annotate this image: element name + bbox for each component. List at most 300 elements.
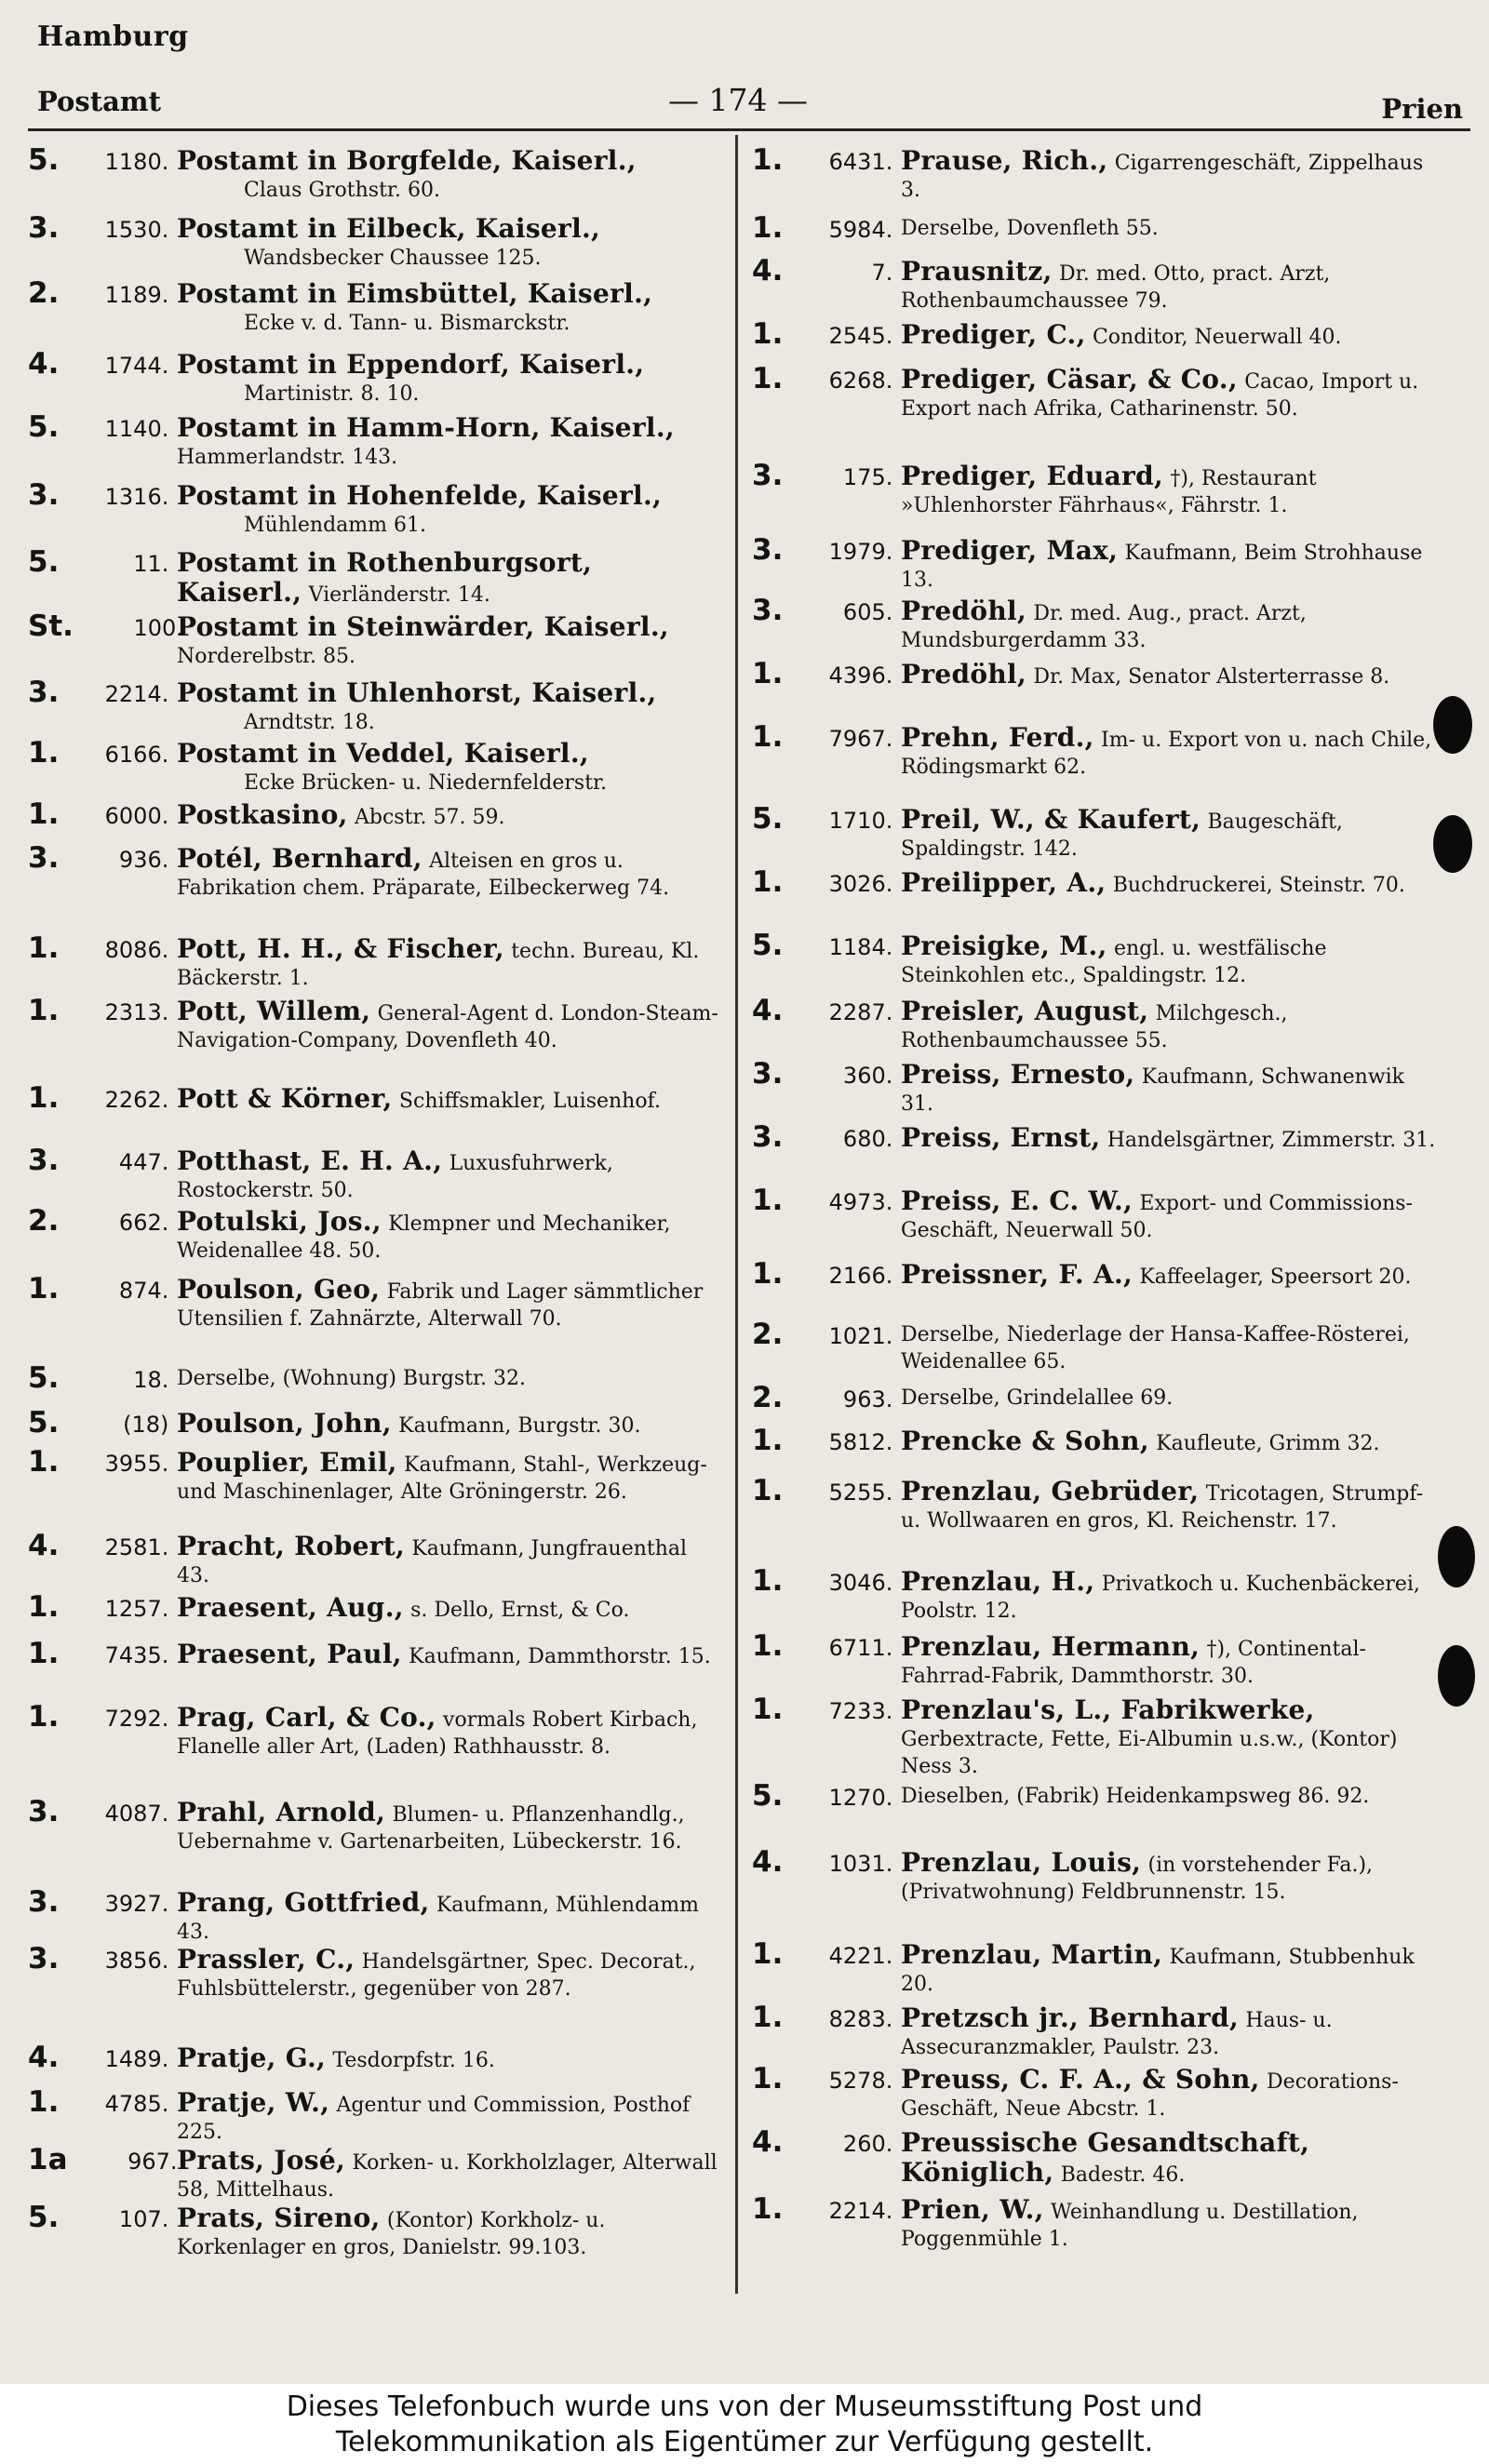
exchange-zone: 3. xyxy=(752,459,784,492)
entry-text xyxy=(901,147,1438,204)
phone-number xyxy=(752,362,893,395)
entry-text xyxy=(901,366,1438,422)
column-divider xyxy=(735,135,738,2294)
entry-text xyxy=(901,1568,1438,1625)
line-number: 1270. xyxy=(828,1785,893,1811)
line-number: 1530. xyxy=(104,217,169,243)
phone-number xyxy=(28,2085,169,2119)
subscriber-name: Postamt in Eppendorf, Kaiserl., xyxy=(177,349,645,380)
directory-entry xyxy=(752,254,1438,315)
subscriber-name: Pott, Willem, xyxy=(177,996,371,1026)
subscriber-details: vormals Robert Kirbach, Flanelle aller Art, (Laden) Rathhausstr. 8. xyxy=(177,1708,698,1759)
directory-entry xyxy=(752,1184,1438,1244)
entry-text xyxy=(901,1696,1438,1780)
exchange-zone: 1. xyxy=(752,657,784,690)
directory-entry xyxy=(752,2001,1438,2061)
subscriber-name: Postamt in Eimsbüttel, Kaiserl., xyxy=(177,278,653,309)
entry-text xyxy=(901,998,1438,1054)
phone-number xyxy=(28,1529,169,1562)
subscriber-details: Decorations-Geschäft, Neue Abcstr. 1. xyxy=(901,2070,1399,2121)
subscriber-name: Prenzlau's, L., Fabrikwerke, xyxy=(901,1694,1315,1725)
subscriber-details: Kaufmann, Dammthorstr. 15. xyxy=(409,1645,711,1668)
phone-number xyxy=(28,276,169,310)
subscriber-name: Postamt in Uhlenhorst, Kaiserl., xyxy=(177,677,657,708)
line-number: 1189. xyxy=(104,282,169,308)
line-number: 2166. xyxy=(828,1263,893,1289)
subscriber-name: Praesent, Paul, xyxy=(177,1639,402,1669)
phone-number xyxy=(28,410,169,444)
entry-text xyxy=(177,2204,721,2261)
entry-text xyxy=(901,1385,1438,1412)
line-number: 7. xyxy=(871,260,893,286)
exchange-zone: 5. xyxy=(28,1361,60,1395)
line-number: 175. xyxy=(842,464,893,490)
subscriber-details: s. Dello, Ernst, & Co. xyxy=(410,1599,630,1622)
exchange-zone: 4. xyxy=(752,994,784,1027)
entry-text xyxy=(901,1633,1438,1690)
directory-entry xyxy=(28,347,721,408)
subscriber-name: Preussische Gesandtschaft, Königlich, xyxy=(901,2127,1310,2188)
footer-notice xyxy=(0,2384,1489,2464)
directory-entry xyxy=(28,276,721,337)
directory-entry xyxy=(28,2041,721,2074)
subscriber-name: Predöhl, xyxy=(901,596,1027,626)
directory-entry xyxy=(28,1590,721,1624)
line-number: 360. xyxy=(842,1063,893,1089)
directory-entry xyxy=(752,657,1438,690)
line-number: 680. xyxy=(842,1126,893,1152)
directory-entry xyxy=(28,609,721,670)
exchange-zone: 3. xyxy=(752,533,784,567)
entry-text xyxy=(177,215,721,272)
subscriber-name: Pott & Körner, xyxy=(177,1083,393,1114)
line-number: 6166. xyxy=(104,742,169,768)
directory-entry xyxy=(752,720,1438,781)
subscriber-details: Haus- u. Assecuranzmakler, Paulstr. 23. xyxy=(901,2009,1333,2059)
exchange-zone: 5. xyxy=(752,929,784,962)
exchange-zone: 5. xyxy=(28,143,60,177)
directory-entry xyxy=(28,1081,721,1115)
exchange-zone: 3. xyxy=(28,841,60,875)
directory-entry xyxy=(28,1272,721,1332)
directory-entry xyxy=(752,2192,1438,2253)
subscriber-details: Kaufmann, Jungfrauenthal 43. xyxy=(177,1537,688,1587)
line-number: 7292. xyxy=(104,1706,169,1732)
subscriber-name: Preisler, August, xyxy=(901,996,1149,1026)
subscriber-details: Tesdorpfstr. 16. xyxy=(332,2049,495,2072)
entry-text xyxy=(901,724,1438,781)
subscriber-address: Ecke v. d. Tann- u. Bismarckstr. xyxy=(244,312,570,335)
line-number: 2262. xyxy=(104,1087,169,1113)
subscriber-details: Kaufmann, Schwanenwik 31. xyxy=(901,1065,1405,1116)
directory-entry xyxy=(28,676,721,736)
phone-number xyxy=(28,797,169,831)
exchange-zone: 1. xyxy=(752,1424,784,1457)
exchange-zone: 3. xyxy=(752,1057,784,1091)
phone-number xyxy=(752,1474,893,1507)
subscriber-details: Privatkoch u. Kuchenbäckerei, Poolstr. 12. xyxy=(901,1573,1420,1623)
subscriber-name: Postamt in Steinwärder, Kaiserl., xyxy=(177,611,669,642)
line-number: 6000. xyxy=(104,803,169,829)
directory-entry xyxy=(28,1144,721,1204)
subscriber-details: Abcstr. 57. 59. xyxy=(355,806,505,829)
phone-number xyxy=(752,2125,893,2159)
line-number: 3927. xyxy=(104,1891,169,1917)
entry-text xyxy=(177,1208,721,1265)
phone-number xyxy=(752,720,893,754)
phone-number xyxy=(752,459,893,492)
exchange-zone: 4. xyxy=(28,347,60,381)
subscriber-name: Prausnitz, xyxy=(901,256,1053,287)
exchange-zone: St. xyxy=(28,609,74,643)
subscriber-name: Postkasino, xyxy=(177,799,348,830)
subscriber-details: (in vorstehender Fa.), (Privatwohnung) Feldbrunnenstr. 15. xyxy=(901,1854,1374,1904)
line-number: 2214. xyxy=(828,2198,893,2224)
entry-text xyxy=(177,2044,721,2074)
phone-number xyxy=(28,931,169,965)
exchange-zone: 5. xyxy=(28,2201,60,2234)
subscriber-name: Preilipper, A., xyxy=(901,867,1107,898)
entry-text xyxy=(901,2004,1438,2061)
entry-text xyxy=(901,869,1438,899)
exchange-zone: 1. xyxy=(752,1937,784,1971)
line-number: 4973. xyxy=(828,1189,893,1215)
line-number: 874. xyxy=(118,1278,169,1304)
exchange-zone: 1a xyxy=(28,2143,68,2176)
directory-entry xyxy=(752,533,1438,594)
exchange-zone: 5. xyxy=(28,1406,60,1440)
subscriber-details: Derselbe, Niederlage der Hansa-Kaffee-Rösterei, Weidenallee 65. xyxy=(901,1323,1410,1373)
entry-text xyxy=(177,998,721,1054)
directory-entry xyxy=(28,410,721,471)
directory-entry xyxy=(28,1637,721,1670)
directory-entry xyxy=(28,736,721,797)
line-number: (18) xyxy=(123,1412,169,1438)
directory-entry xyxy=(752,1381,1438,1414)
subscriber-details: engl. u. westfälische Steinkohlen etc., Spaldingstr. 12. xyxy=(901,937,1327,987)
subscriber-details: Derselbe, Grindelallee 69. xyxy=(901,1386,1174,1410)
subscriber-details: Buchdruckerei, Steinstr. 70. xyxy=(1112,874,1405,897)
subscriber-details: Kaffeelager, Speersort 20. xyxy=(1139,1265,1412,1289)
phone-number xyxy=(28,736,169,770)
subscriber-name: Pretzsch jr., Bernhard, xyxy=(901,2002,1239,2033)
subscriber-details: Kaufmann, Stubbenhuk 20. xyxy=(901,1946,1415,1996)
entry-text xyxy=(901,1849,1438,1906)
phone-number xyxy=(752,802,893,836)
entry-text xyxy=(177,147,721,204)
subscriber-name: Prenzlau, Gebrüder, xyxy=(901,1476,1200,1507)
phone-number xyxy=(28,1795,169,1828)
phone-number xyxy=(752,143,893,177)
line-number: 4396. xyxy=(828,663,893,689)
phone-number xyxy=(28,1272,169,1306)
subscriber-details: Vierländerstr. 14. xyxy=(308,583,490,607)
line-number: 1180. xyxy=(104,149,169,175)
entry-text xyxy=(177,2089,721,2146)
directory-entry xyxy=(752,1318,1438,1375)
line-number: 6268. xyxy=(828,368,893,394)
line-number: 963. xyxy=(842,1386,893,1413)
subscriber-details: Schiffsmakler, Luisenhof. xyxy=(398,1090,661,1113)
subscriber-details: Kaufmann, Stahl-, Werkzeug- und Maschinenlager, Alte Gröningerstr. 26. xyxy=(177,1453,707,1504)
phone-number xyxy=(28,545,169,579)
entry-text xyxy=(901,321,1438,351)
entry-text xyxy=(177,351,721,408)
entry-text xyxy=(177,1889,721,1946)
line-number: 1031. xyxy=(828,1851,893,1877)
exchange-zone: 5. xyxy=(752,1779,784,1813)
phone-number xyxy=(28,143,169,177)
subscriber-name: Pratje, W., xyxy=(177,2087,330,2118)
line-number: 2545. xyxy=(828,323,893,349)
subscriber-name: Prenzlau, Louis, xyxy=(901,1847,1142,1878)
phone-number xyxy=(752,1257,893,1291)
line-number: 5278. xyxy=(828,2068,893,2094)
subscriber-name: Prang, Gottfried, xyxy=(177,1887,430,1918)
subscriber-details: Hammerlandstr. 143. xyxy=(177,446,398,469)
phone-number xyxy=(752,594,893,627)
phone-number xyxy=(28,1361,169,1395)
entry-text xyxy=(901,661,1438,690)
directory-entry xyxy=(752,1564,1438,1625)
subscriber-name: Preiss, E. C. W., xyxy=(901,1185,1134,1216)
phone-number xyxy=(752,1845,893,1879)
subscriber-details: Handelsgärtner, Spec. Decorat., Fuhlsbüttelerstr., gegenüber von 287. xyxy=(177,1950,696,2001)
phone-number xyxy=(28,1590,169,1624)
subscriber-details: †), Restaurant »Uhlenhorster Fährhaus«, Fährstr. 1. xyxy=(901,467,1317,517)
directory-entry xyxy=(28,211,721,272)
line-number: 18. xyxy=(133,1367,169,1393)
binder-hole-icon xyxy=(1433,696,1472,754)
phone-number xyxy=(28,1204,169,1238)
phone-number xyxy=(28,2041,169,2074)
phone-number xyxy=(752,2062,893,2096)
exchange-zone: 1. xyxy=(28,2085,60,2119)
header-section: Postamt xyxy=(37,86,161,117)
exchange-zone: 3. xyxy=(28,478,60,512)
directory-entry xyxy=(752,143,1438,204)
subscriber-name: Pratje, G., xyxy=(177,2042,327,2073)
phone-number xyxy=(752,1424,893,1457)
subscriber-details: Export- und Commissions-Geschäft, Neuerwall 50. xyxy=(901,1192,1413,1242)
header-rule xyxy=(28,128,1470,131)
subscriber-name: Prenzlau, Martin, xyxy=(901,1939,1163,1970)
subscriber-name: Prediger, C., xyxy=(901,319,1086,350)
exchange-zone: 3. xyxy=(28,1942,60,1975)
entry-text xyxy=(177,1147,721,1204)
subscriber-name: Pott, H. H., & Fischer, xyxy=(177,933,504,964)
entry-text xyxy=(901,2066,1438,2123)
directory-entry xyxy=(28,1406,721,1440)
subscriber-name: Predöhl, xyxy=(901,659,1027,690)
line-number: 1979. xyxy=(828,539,893,565)
subscriber-name: Prediger, Eduard, xyxy=(901,461,1164,491)
subscriber-details: Dr. med. Otto, pract. Arzt, Rothenbaumchaussee 79. xyxy=(901,262,1331,313)
exchange-zone: 1. xyxy=(752,2001,784,2034)
phone-number xyxy=(752,2001,893,2034)
exchange-zone: 1. xyxy=(752,865,784,899)
subscriber-details: Luxusfuhrwerk, Rostockerstr. 50. xyxy=(177,1152,613,1202)
directory-entry xyxy=(752,362,1438,422)
subscriber-name: Preiss, Ernesto, xyxy=(901,1059,1135,1090)
exchange-zone: 3. xyxy=(28,1144,60,1177)
entry-text xyxy=(901,1478,1438,1534)
line-number: 3046. xyxy=(828,1570,893,1596)
phone-number xyxy=(752,317,893,351)
directory-entry xyxy=(752,1057,1438,1118)
entry-text xyxy=(177,1533,721,1589)
entry-text xyxy=(177,1449,721,1506)
subscriber-details: Korken- u. Korkholzlager, Alterwall 58, Mittelhaus. xyxy=(177,2151,718,2202)
subscriber-details: Cacao, Import u. Export nach Afrika, Catharinenstr. 50. xyxy=(901,370,1419,421)
exchange-zone: 1. xyxy=(28,1590,60,1624)
subscriber-name: Prenzlau, H., xyxy=(901,1566,1095,1597)
subscriber-name: Prag, Carl, & Co., xyxy=(177,1702,436,1733)
exchange-zone: 1. xyxy=(28,736,60,770)
directory-entry xyxy=(752,2125,1438,2189)
directory-entry xyxy=(752,317,1438,351)
directory-entry xyxy=(28,994,721,1054)
phone-number xyxy=(752,1184,893,1217)
directory-entry xyxy=(752,594,1438,654)
subscriber-details: Cigarrengeschäft, Zippelhaus 3. xyxy=(901,152,1424,202)
entry-text xyxy=(177,1799,721,1855)
entry-text xyxy=(177,482,721,539)
subscriber-details: Baugeschäft, Spaldingstr. 142. xyxy=(901,810,1343,861)
exchange-zone: 1. xyxy=(752,1693,784,1726)
subscriber-name: Prediger, Max, xyxy=(901,535,1119,566)
line-number: 6711. xyxy=(828,1635,893,1661)
entry-text xyxy=(901,1427,1438,1457)
exchange-zone: 3. xyxy=(752,594,784,627)
phone-number xyxy=(28,2143,178,2176)
line-number: 967. xyxy=(127,2149,178,2175)
subscriber-name: Prediger, Cäsar, & Co., xyxy=(901,364,1238,395)
line-number: 3026. xyxy=(828,871,893,897)
exchange-zone: 1. xyxy=(28,994,60,1027)
phone-number xyxy=(28,1406,169,1440)
line-number: 662. xyxy=(118,1210,169,1236)
subscriber-details: Milchgesch., Rothenbaumchaussee 55. xyxy=(901,1002,1288,1052)
line-number: 1710. xyxy=(828,808,893,834)
entry-text xyxy=(177,414,721,471)
phone-number xyxy=(28,347,169,381)
line-number: 5984. xyxy=(828,217,893,243)
subscriber-name: Potthast, E. H. A., xyxy=(177,1145,443,1176)
line-number: 7967. xyxy=(828,726,893,752)
entry-text xyxy=(901,537,1438,594)
subscriber-name: Pracht, Robert, xyxy=(177,1531,406,1561)
exchange-zone: 4. xyxy=(752,1845,784,1879)
entry-text xyxy=(177,1946,721,2002)
exchange-zone: 1. xyxy=(752,1474,784,1507)
directory-entry xyxy=(752,802,1438,863)
line-number: 5255. xyxy=(828,1480,893,1506)
line-number: 1140. xyxy=(104,416,169,442)
line-number: 605. xyxy=(842,599,893,625)
exchange-zone: 1. xyxy=(28,931,60,965)
phone-number xyxy=(28,1144,169,1177)
entry-text xyxy=(177,679,721,736)
line-number: 6431. xyxy=(828,149,893,175)
phone-number xyxy=(752,994,893,1027)
subscriber-name: Prats, Sireno, xyxy=(177,2203,381,2233)
phone-number xyxy=(752,254,893,288)
subscriber-name: Potél, Bernhard, xyxy=(177,843,423,874)
directory-entry xyxy=(752,994,1438,1054)
phone-number xyxy=(28,2201,169,2234)
directory-entry xyxy=(28,841,721,902)
entry-text xyxy=(177,845,721,902)
entry-text xyxy=(177,280,721,337)
line-number: 8283. xyxy=(828,2006,893,2032)
exchange-zone: 4. xyxy=(28,1529,60,1562)
exchange-zone: 1. xyxy=(28,1637,60,1670)
subscriber-details: Derselbe, (Wohnung) Burgstr. 32. xyxy=(177,1367,527,1390)
directory-entry xyxy=(752,1779,1438,1813)
subscriber-details: Kaufleute, Grimm 32. xyxy=(1156,1432,1380,1455)
directory-entry xyxy=(28,143,721,204)
subscriber-details: Kaufmann, Mühlendamm 43. xyxy=(177,1894,700,1944)
directory-entry xyxy=(752,1845,1438,1906)
directory-entry xyxy=(752,1693,1438,1780)
phone-number xyxy=(752,865,893,899)
entry-text xyxy=(901,1941,1438,1998)
directory-entry xyxy=(752,1937,1438,1998)
phone-number xyxy=(752,1564,893,1598)
exchange-zone: 4. xyxy=(752,254,784,288)
exchange-zone: 5. xyxy=(752,802,784,836)
entry-text xyxy=(177,1704,721,1761)
binder-hole-icon xyxy=(1438,1645,1475,1707)
directory-entry xyxy=(28,545,721,609)
exchange-zone: 4. xyxy=(28,2041,60,2074)
exchange-zone: 1. xyxy=(752,720,784,754)
subscriber-details: techn. Bureau, Kl. Bäckerstr. 1. xyxy=(177,940,700,990)
subscriber-name: Potulski, Jos., xyxy=(177,1206,382,1237)
phone-number xyxy=(28,676,169,709)
exchange-zone: 1. xyxy=(752,1257,784,1291)
entry-text xyxy=(177,801,721,831)
line-number: 936. xyxy=(118,847,169,873)
phone-number xyxy=(752,211,893,245)
subscriber-name: Prien, W., xyxy=(901,2194,1044,2225)
phone-number xyxy=(28,841,169,875)
phone-number xyxy=(752,1318,893,1351)
line-number: 2313. xyxy=(104,999,169,1025)
subscriber-details: Blumen- u. Pflanzenhandlg., Uebernahme v. Gartenarbeiten, Lübeckerstr. 16. xyxy=(177,1803,685,1854)
exchange-zone: 3. xyxy=(28,1885,60,1919)
directory-entry xyxy=(752,459,1438,519)
subscriber-name: Prehn, Ferd., xyxy=(901,722,1094,753)
header-city: Hamburg xyxy=(37,20,189,53)
subscriber-name: Praesent, Aug., xyxy=(177,1592,404,1623)
entry-text xyxy=(177,2147,721,2203)
subscriber-name: Prenzlau, Hermann, xyxy=(901,1631,1201,1662)
subscriber-details: Dr. med. Aug., pract. Arzt, Mundsburgerdamm 33. xyxy=(901,602,1307,652)
line-number: 8086. xyxy=(104,937,169,963)
directory-entry xyxy=(752,211,1438,245)
entry-text xyxy=(901,1261,1438,1291)
entry-text xyxy=(177,1276,721,1332)
exchange-zone: 1. xyxy=(28,1700,60,1734)
subscriber-details: Tricotagen, Strumpf- u. Wollwaaren en gros, Kl. Reichenstr. 17. xyxy=(901,1482,1424,1533)
exchange-zone: 3. xyxy=(752,1120,784,1154)
entry-text xyxy=(901,2129,1438,2189)
subscriber-details: Alteisen en gros u. Fabrikation chem. Präparate, Eilbeckerweg 74. xyxy=(177,850,670,900)
subscriber-name: Prause, Rich., xyxy=(901,145,1108,176)
phone-number xyxy=(28,1700,169,1734)
